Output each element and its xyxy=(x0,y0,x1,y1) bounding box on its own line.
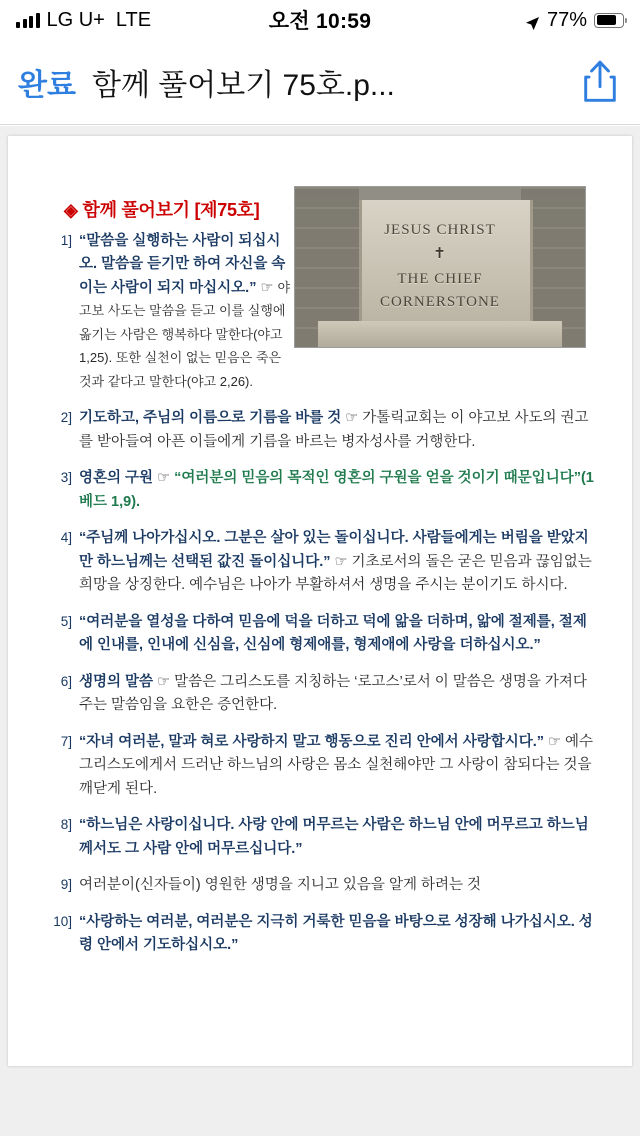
list-item xyxy=(46,407,594,454)
item-body xyxy=(79,671,594,718)
item-body xyxy=(79,731,594,801)
item-comment: 예수 그리스도에게서 드러난 하느님의 사랑은 몸소 실천해야만 그 사랑이 참되다는 것을 깨닫게 된다. xyxy=(79,733,594,797)
item-body xyxy=(79,467,594,514)
item-comment: 말씀은 그리스도를 지칭하는 ‘로고스’로서 이 말씀은 생명을 가져다 주는 말씀임을 요한은 증언한다. xyxy=(79,673,587,714)
list-item xyxy=(46,671,594,718)
item-number: 7] xyxy=(60,733,72,749)
item-comment: “여러분의 믿음의 목적인 영혼의 구원을 얻을 것이기 때문입니다”(1베드 1,9). xyxy=(79,470,594,510)
pointing-hand-icon: ☞ xyxy=(548,733,562,750)
item-body xyxy=(79,874,594,897)
item-number: 10] xyxy=(53,913,72,929)
battery-percent-label: 77% xyxy=(546,8,587,31)
item-number: 6] xyxy=(60,673,72,689)
list-item xyxy=(46,467,594,514)
item-number: 4] xyxy=(60,530,72,546)
item-number: 2] xyxy=(60,410,72,426)
cross-icon: ✝ xyxy=(433,246,447,263)
photo-inscription xyxy=(295,219,585,314)
battery-icon xyxy=(594,13,624,28)
inscription-line-3: CORNERSTONE xyxy=(380,293,500,310)
item-comment: 가톨릭교회는 이 야고보 사도의 권고를 받아들여 아픈 이들에게 기름을 바르는 병자성사를 거행한다. xyxy=(79,410,589,450)
item-quote: “자녀 여러분, 말과 혀로 사랑하지 말고 행동으로 진리 안에서 사랑합시다.” xyxy=(79,733,545,750)
signal-bars-icon xyxy=(16,13,40,28)
item-quote: 여러분이(신자들이) 영원한 생명을 지니고 있음을 알게 하려는 것 xyxy=(79,877,482,894)
item-quote: “주님께 나아가십시오. 그분은 살아 있는 돌이십니다. 사람들에게는 버림을 받았지만 하느님께는 선택된 값진 돌이십니다.” xyxy=(79,530,589,570)
item-quote: 생명의 말씀 xyxy=(79,673,154,690)
item-number: 9] xyxy=(60,877,72,893)
item-body xyxy=(79,407,594,454)
carrier-label: LG U+ xyxy=(46,8,105,31)
document-heading-text: 함께 풀어보기 [제75호] xyxy=(82,200,260,220)
inscription-line-1: JESUS CHRIST xyxy=(384,222,496,238)
list-item xyxy=(46,731,594,801)
list-item xyxy=(46,874,594,897)
document-title: 함께 풀어보기 75호.p... xyxy=(91,69,395,102)
done-button[interactable]: 완료 xyxy=(18,69,76,102)
location-arrow-icon xyxy=(525,13,540,28)
item-body xyxy=(79,814,594,861)
cornerstone-photo xyxy=(294,186,586,348)
list-item xyxy=(46,814,594,861)
pointing-hand-icon: ☞ xyxy=(345,410,359,427)
item-body xyxy=(79,911,594,958)
item-quote: “여러분을 열성을 다하여 믿음에 덕을 더하고 덕에 앎을 더하며, 앎에 절제를, 절제에 인내를, 인내에 신심을, 신심에 형제애를, 형제애에 사랑을 더하십시오.” xyxy=(79,613,587,654)
item-body xyxy=(79,611,594,658)
navigation-bar xyxy=(0,40,640,125)
item-quote: “말씀을 실행하는 사람이 되십시오. 말씀을 듣기만 하여 자신을 속이는 사람이 되지 마십시오.” xyxy=(79,233,286,296)
item-quote: 영혼의 구원 xyxy=(79,470,154,487)
diamond-icon: ◈ xyxy=(64,200,78,220)
network-type-label: LTE xyxy=(115,8,152,31)
pointing-hand-icon: ☞ xyxy=(157,673,171,690)
list-item xyxy=(46,611,594,658)
list-item xyxy=(46,911,594,958)
list-item xyxy=(46,527,594,597)
document-scroll-area[interactable] xyxy=(0,126,640,1136)
status-bar-clock: 오전 10:59 xyxy=(268,10,372,33)
pointing-hand-icon: ☞ xyxy=(157,470,171,487)
status-bar xyxy=(0,0,640,40)
document-page xyxy=(8,136,632,1066)
item-quote: “사랑하는 여러분, 여러분은 지극히 거룩한 믿음을 바탕으로 성장해 나가십시오. 성령 안에서 기도하십시오.” xyxy=(79,913,593,954)
status-bar-left xyxy=(16,9,269,32)
item-number: 1] xyxy=(60,233,72,248)
pointing-hand-icon: ☞ xyxy=(334,553,348,570)
item-number: 3] xyxy=(60,470,72,486)
pointing-hand-icon: ☞ xyxy=(260,279,274,296)
status-bar-right xyxy=(371,9,624,32)
item-comment: 기초로서의 돌은 굳은 믿음과 끊임없는 희망을 상징한다. 예수님은 나아가 부활하셔서 생명을 주시는 분이기도 하시다. xyxy=(79,553,592,594)
item-body xyxy=(79,527,594,597)
item-number: 5] xyxy=(60,613,72,629)
share-icon[interactable] xyxy=(578,58,622,106)
inscription-line-2: THE CHIEF xyxy=(397,270,483,287)
photo-stone-base xyxy=(318,321,562,347)
item-quote: “하느님은 사랑이십니다. 사랑 안에 머무르는 사람은 하느님 안에 머무르고 하느님께서도 그 사람 안에 머무르십니다.” xyxy=(79,817,589,857)
item-comment: 야고보 사도는 말씀을 듣고 이를 실행에 옮기는 사람은 행복하다 말한다(야고 1,25). 또한 실천이 없는 믿음은 죽은 것과 같다고 말한다(야고 2,26). xyxy=(79,279,291,389)
item-quote: 기도하고, 주님의 이름으로 기름을 바를 것 xyxy=(79,410,342,427)
item-number: 8] xyxy=(60,817,72,833)
